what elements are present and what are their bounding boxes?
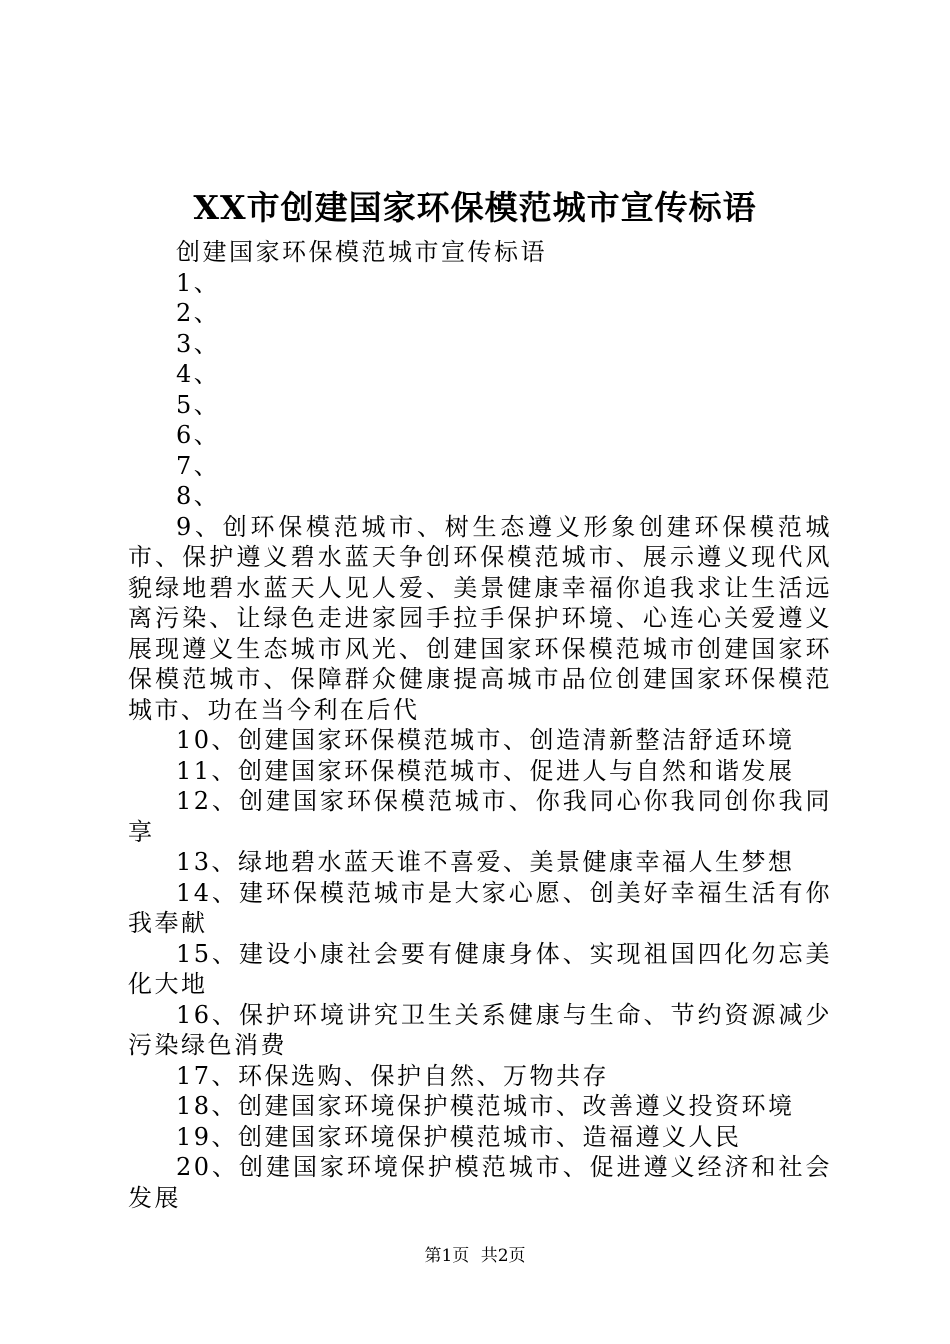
slogan-item: 11、创建国家环保模范城市、促进人与自然和谐发展 xyxy=(176,756,795,785)
slogan-item: 8、 xyxy=(176,482,221,510)
slogan-item: 3、 xyxy=(176,329,221,358)
slogan-item: 7、 xyxy=(176,451,221,480)
page-total: 共2页 xyxy=(480,1246,526,1266)
page-footer xyxy=(0,1244,950,1268)
slogan-item: 20、创建国家环境保护模范城市、促进遵义经济和社会发展 xyxy=(128,1153,832,1212)
slogan-item: 12、创建国家环保模范城市、你我同心你我同创你我同享 xyxy=(128,787,832,846)
slogan-item: 2、 xyxy=(176,299,221,327)
slogan-item: 14、建环保模范城市是大家心愿、创美好幸福生活有你我奉献 xyxy=(128,878,832,937)
slogan-item: 6、 xyxy=(176,421,221,449)
slogan-item: 10、创建国家环保模范城市、创造清新整洁舒适环境 xyxy=(176,726,795,754)
slogan-item: 16、保护环境讲究卫生关系健康与生命、节约资源减少污染绿色消费 xyxy=(128,1000,832,1059)
slogan-item: 19、创建国家环境保护模范城市、造福遵义人民 xyxy=(176,1122,742,1151)
document-body xyxy=(128,237,832,1213)
slogan-item: 1、 xyxy=(176,268,221,297)
slogan-item: 5、 xyxy=(176,390,221,419)
slogan-item: 18、创建国家环境保护模范城市、改善遵义投资环境 xyxy=(176,1092,795,1120)
document-title: XX市创建国家环保模范城市宣传标语 xyxy=(193,188,757,227)
slogan-item: 15、建设小康社会要有健康身体、实现祖国四化勿忘美化大地 xyxy=(128,939,832,998)
slogan-item: 17、环保选购、保护自然、万物共存 xyxy=(176,1061,610,1090)
body-paragraph: 创建国家环保模范城市宣传标语 xyxy=(176,238,547,266)
slogan-item: 4、 xyxy=(176,360,221,388)
slogan-item: 9、创环保模范城市、树生态遵义形象创建环保模范城市、保护遵义碧水蓝天争创环保模范城市、展示遵义现代风貌绿地碧水蓝天人见人爱、美景健康幸福你追我求让生活远离污染、让绿色走进家园手拉手保护环境、心连心关爱遵义展现遵义生态城市风光、创建国家环保模范城市创建国家环保模范城市、保障群众健康提高城市品位创建国家环保模范城市、功在当今利在后代 xyxy=(128,512,832,724)
page-number: 第1页 xyxy=(424,1246,470,1266)
slogan-item: 13、绿地碧水蓝天谁不喜爱、美景健康幸福人生梦想 xyxy=(176,848,795,876)
